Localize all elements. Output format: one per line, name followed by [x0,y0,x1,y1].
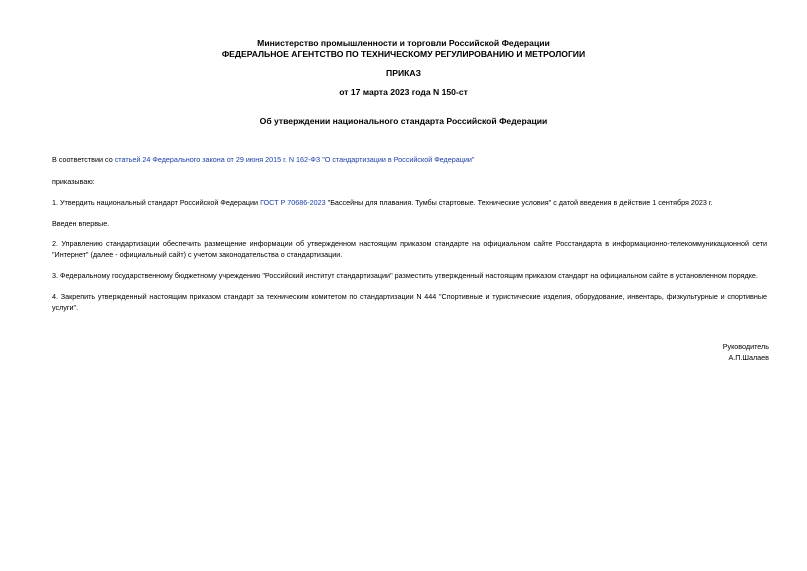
preamble-text: В соответствии со [52,155,115,164]
paragraph-item-3: 3. Федеральному государственному бюджетному учреждению "Российский институт стандартизации" разместить утвержденный настоящим приказом стандарт на официальном сайте в установленном порядке. [52,271,758,280]
document-subject: Об утверждении национального стандарта Российской Федерации [259,116,548,126]
paragraph-preamble [52,154,767,165]
agency-title: ФЕДЕРАЛЬНОЕ АГЕНТСТВО ПО ТЕХНИЧЕСКОМУ РЕГУЛИРОВАНИЮ И МЕТРОЛОГИИ [221,49,586,59]
document-date-number: от 17 марта 2023 года N 150-ст [339,87,468,97]
law-article-link[interactable]: статьей 24 Федерального закона от 29 июня 2015 г. N 162-ФЗ "О стандартизации в Российской Федерации" [114,155,475,164]
signature-role: Руководитель [722,342,769,351]
paragraph-item-4: 4. Закрепить утвержденный настоящим приказом стандарт за техническим комитетом по стандартизации N 444 "Спортивные и туристические изделия, оборудование, инвентарь, физкультурные и спортивные услуги". [52,292,767,312]
paragraph-order: приказываю: [52,177,95,186]
paragraph-introduced: Введен впервые. [52,219,110,228]
gost-link[interactable]: ГОСТ Р 70686-2023 [260,198,326,207]
item-1-prefix: 1. Утвердить национальный стандарт Российской Федерации [52,198,261,207]
paragraph-item-1 [52,197,772,208]
paragraph-item-2: 2. Управлению стандартизации обеспечить размещение информации об утвержденном настоящим приказом стандарте на официальном сайте Росстандарта в информационно-телекоммуникационной сети "Интернет" (далее - официальный сайт) с учетом законодательства о стандартизации. [52,239,767,259]
item-1-suffix: "Бассейны для плавания. Тумбы стартовые. Технические условия" с датой введения в действие 1 сентября 2023 г. [325,198,713,207]
ministry-title: Министерство промышленности и торговли Российской Федерации [257,38,550,48]
document-type: ПРИКАЗ [386,68,421,78]
signature-name: А.П.Шалаев [728,353,769,362]
